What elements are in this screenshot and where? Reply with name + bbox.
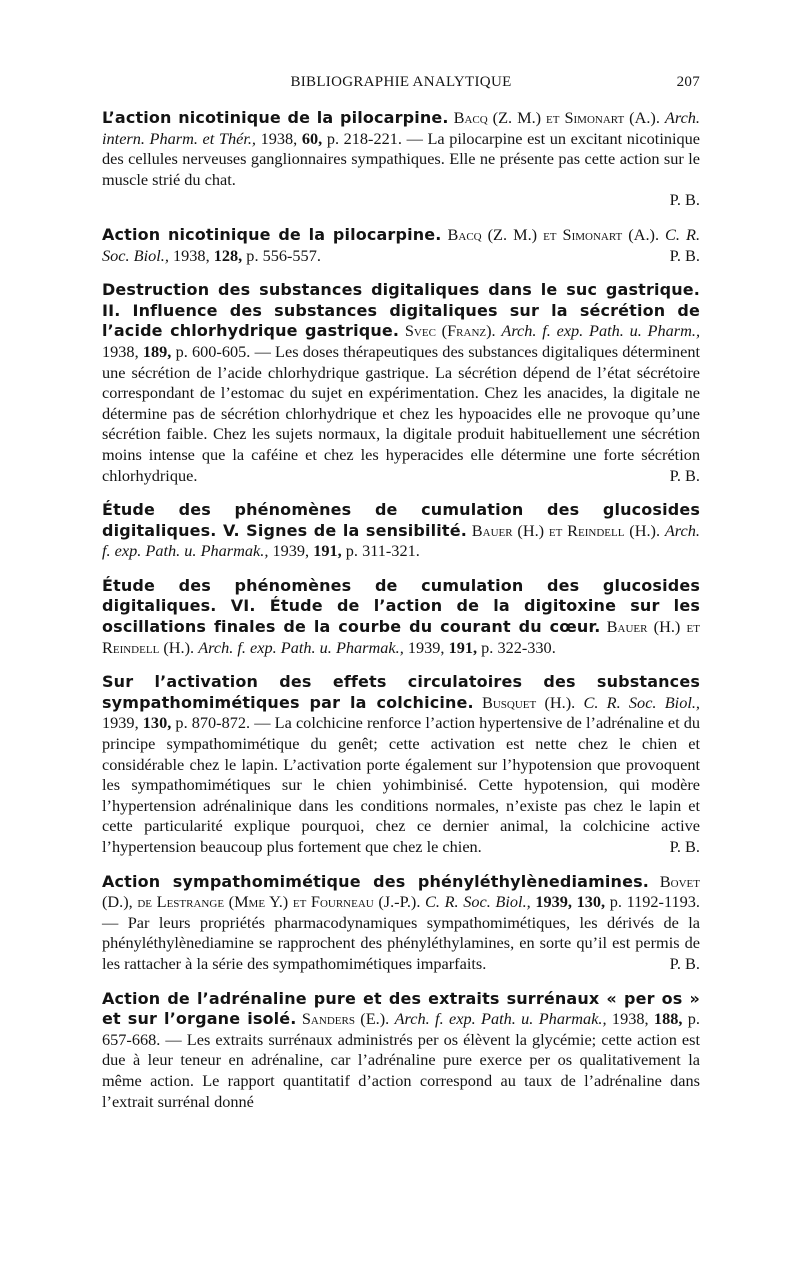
entry-title: L’action nicotinique de la pilocarpine. — [102, 108, 449, 127]
entry-pages: p. 311-321. — [345, 541, 420, 561]
entry-pages: p. 1192-1193. — [609, 892, 700, 912]
bibliography-entry — [102, 500, 700, 562]
entry-authors: Sanders (E.). — [301, 1009, 390, 1029]
running-header — [102, 68, 700, 94]
entry-year: 1938, — [173, 245, 210, 265]
entry-year: 1939, — [102, 713, 139, 733]
page — [102, 68, 700, 1112]
entry-volume: 130, — [576, 892, 606, 912]
entry-abstract: — Les extraits surrénaux administrés per os élèvent la glycémie; cette action est due à leur teneur en adrénaline, car l’adrénaline pure exerce per os qualitativement la même action. Le rapport quantitatif d’action correspond au taux de l’adrénaline dans l’extrait surrénal donné — [102, 1029, 701, 1111]
entry-year: 1938, — [260, 128, 298, 148]
entry-title: Action sympathomimétique des phényléthylènediamines. — [102, 871, 649, 891]
entry-authors: Svec (Franz). — [404, 321, 496, 341]
entry-title: Sur l’activation des effets circulatoires des substances sympathomimétiques par la colchicine. — [102, 672, 700, 712]
bibliography-entry — [102, 108, 700, 211]
bibliography-entry — [102, 225, 700, 266]
entry-volume: 191, — [313, 541, 342, 561]
entry-signature: P. B. — [669, 837, 700, 856]
bibliography-entry — [102, 872, 700, 975]
entry-authors: Bacq (Z. M.) et Simonart (A.). — [453, 108, 660, 127]
running-title: BIBLIOGRAPHIE ANALYTIQUE — [290, 74, 512, 90]
entry-journal: Arch. f. exp. Path. u. Pharm., — [501, 321, 701, 341]
bibliography-entry — [102, 280, 700, 486]
entry-volume: 188, — [653, 1009, 683, 1029]
entry-year: 1938, — [102, 341, 139, 361]
entry-abstract: — Les doses thérapeutiques des substances digitaliques déterminent une sécrétion de l’acide chlorhydrique gastrique. La sécrétion dépend de l’état sécrétoire correspondant de l’estomac du sujet en expérimentation. Chez les anacides, la digitale ne détermine pas de sécrétion chlorhydrique et chez les hypoacides elle ne provoque qu’une sécrétion faible. Chez les sujets normaux, la digitale produit habituellement une sécrétion moins intense que la caféine et chez les hyperacides elle détermine une forte sécrétion chlorhydrique. — [102, 341, 700, 485]
entry-pages: p. 218-221. — [326, 128, 402, 148]
entry-signature: P. B. — [669, 190, 700, 210]
entry-title: Étude des phénomènes de cumulation des glucosides digitaliques. VI. Étude de l’action de la digitoxine sur les oscillations finales de la courbe du courant du cœur. — [102, 575, 700, 637]
bibliography-entry — [102, 576, 700, 658]
entry-title: Étude des phénomènes de cumulation des glucosides digitaliques. V. Signes de la sensibilité. — [102, 500, 700, 540]
entry-journal: Arch. f. exp. Path. u. Pharmak., — [102, 520, 700, 561]
entry-journal: C. R. Soc. Biol., — [102, 224, 701, 265]
entry-year: 1939, — [407, 637, 445, 657]
entry-pages: p. 556-557. — [246, 245, 321, 265]
entry-volume: 189, — [142, 341, 172, 361]
entry-authors: Busquet (H.). — [482, 692, 576, 712]
entry-authors: Bacq (Z. M.) et Simonart (A.). — [447, 224, 660, 244]
entry-abstract: — La colchicine renforce l’action hypertensive de l’adrénaline et du principe sympathomimétique du genêt; cette activation est nette chez le chien et considérable chez le lapin. L’activation porte également sur l’hypotension que provoquent les sympathomimétiques sur le chien yohimbinisé. Cette hypotension, qui modère l’hypertension adrénalinique dans les conditions normales, n’existe pas chez le lapin et cette particularité explique pourquoi, chez ce dernier animal, la colchicine active l’hypertension beaucoup plus fortement que chez le chien. — [102, 713, 701, 856]
entry-pages: p. 870-872. — [175, 713, 251, 733]
bibliography-entry — [102, 672, 700, 857]
entry-authors: Bovet (D.), de Lestrange (Mme Y.) et Fourneau (J.-P.). — [102, 871, 700, 912]
entry-journal: C. R. Soc. Biol., — [425, 892, 531, 912]
entry-title: Action de l’adrénaline pure et des extraits surrénaux « per os » et sur l’organe isolé. — [102, 988, 700, 1029]
entry-authors: Bauer (H.) et Reindell (H.). — [102, 617, 700, 657]
entry-title: Destruction des substances digitaliques dans le suc gastrique. II. Influence des substances digitaliques sur la sécrétion de l’acide chlorhydrique gastrique. — [102, 280, 700, 341]
page-number: 207 — [676, 74, 700, 90]
entry-abstract: — La pilocarpine est un excitant nicotinique des cellules nerveuses ganglionnaires sympathiques. Elle ne présente pas cette action sur le muscle strié du chat. — [102, 128, 701, 189]
entry-authors: Bauer (H.) et Reindell (H.). — [471, 520, 661, 540]
entry-year: 1938, — [611, 1009, 649, 1029]
entry-pages: p. 600-605. — [175, 341, 251, 361]
entry-year: 1939, — [535, 892, 572, 912]
entry-abstract: — Par leurs propriétés pharmacodynamiques sympathomimétiques, les dérivés de la phényléthylènediamine se rapprochent des phényléthylamines, en sorte qu’il est permis de les rattacher à la série des sympathomimétiques imparfaits. — [102, 912, 700, 973]
entry-pages: p. 322-330. — [481, 637, 556, 657]
entry-title: Action nicotinique de la pilocarpine. — [102, 224, 442, 244]
entry-volume: 60, — [301, 128, 323, 148]
entry-journal: Arch. f. exp. Path. u. Pharmak., — [198, 637, 404, 657]
entry-signature: P. B. — [669, 953, 700, 973]
entry-journal: C. R. Soc. Biol., — [583, 692, 701, 712]
entry-volume: 128, — [213, 245, 243, 265]
entry-signature: P. B. — [669, 465, 700, 485]
entry-journal: Arch. f. exp. Path. u. Pharmak., — [394, 1009, 607, 1029]
bibliography-entry — [102, 989, 700, 1113]
entry-year: 1939, — [272, 541, 310, 561]
entry-signature: P. B. — [669, 245, 700, 265]
entry-volume: 130, — [142, 713, 172, 733]
entry-pages: p. 657-668. — [102, 1009, 700, 1049]
entry-journal: Arch. intern. Pharm. et Thér., — [102, 108, 701, 148]
entry-volume: 191, — [448, 637, 478, 657]
